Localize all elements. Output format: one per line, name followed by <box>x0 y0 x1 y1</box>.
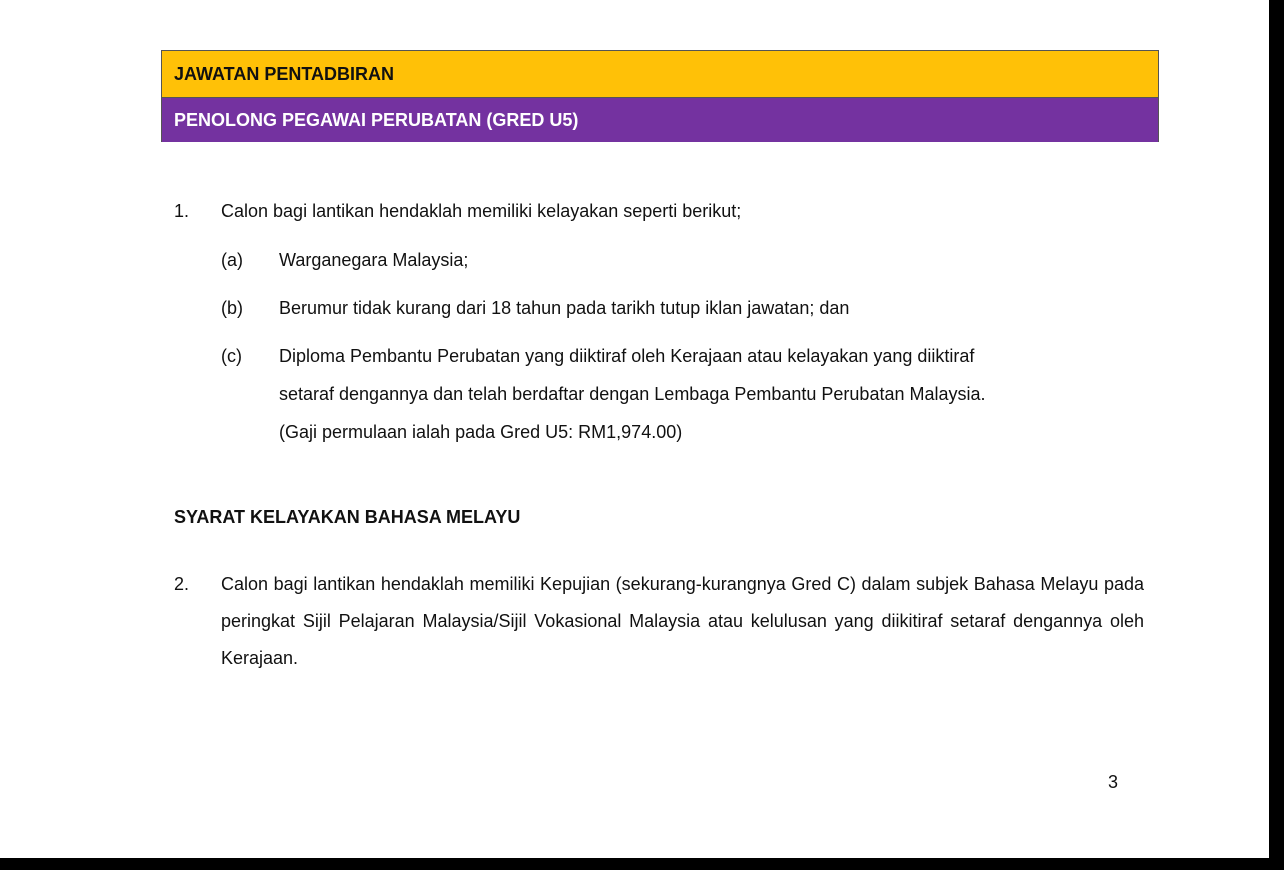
item-b-text: Berumur tidak kurang dari 18 tahun pada tarikh tutup iklan jawatan; dan <box>279 298 850 318</box>
item-a-label: (a) <box>221 250 243 270</box>
item-b-label: (b) <box>221 298 243 318</box>
section-2-number: 2. <box>174 574 190 594</box>
item-c-label: (c) <box>221 346 242 366</box>
section-2-heading: SYARAT KELAYAKAN BAHASA MELAYU <box>174 507 521 527</box>
section-1-number: 1. <box>174 201 190 221</box>
section-2-paragraph: Calon bagi lantikan hendaklah memiliki Kepujian (sekurang-kurangnya Gred C) dalam subjek Bahasa Melayu pada peringkat Sijil Pelajaran Malaysia/Sijil Vokasional Malaysia atau kelulusan yang diikitiraf setaraf dengannya oleh Kerajaan. <box>221 574 1144 668</box>
position-title-banner: PENOLONG PEGAWAI PERUBATAN (GRED U5) <box>162 97 1158 142</box>
page-number: 3 <box>1108 772 1119 792</box>
job-header-box <box>161 50 1159 142</box>
item-c-line-2: setaraf dengannya dan telah berdaftar dengan Lembaga Pembantu Perubatan Malaysia. <box>279 384 986 404</box>
section-1-intro: Calon bagi lantikan hendaklah memiliki kelayakan seperti berikut; <box>221 201 742 221</box>
item-c-line-3: (Gaji permulaan ialah pada Gred U5: RM1,974.00) <box>279 422 683 442</box>
item-c-line-1: Diploma Pembantu Perubatan yang diiktiraf oleh Kerajaan atau kelayakan yang diiktiraf <box>279 346 975 366</box>
job-category-banner: JAWATAN PENTADBIRAN <box>162 51 1158 97</box>
item-a-text: Warganegara Malaysia; <box>279 250 469 270</box>
